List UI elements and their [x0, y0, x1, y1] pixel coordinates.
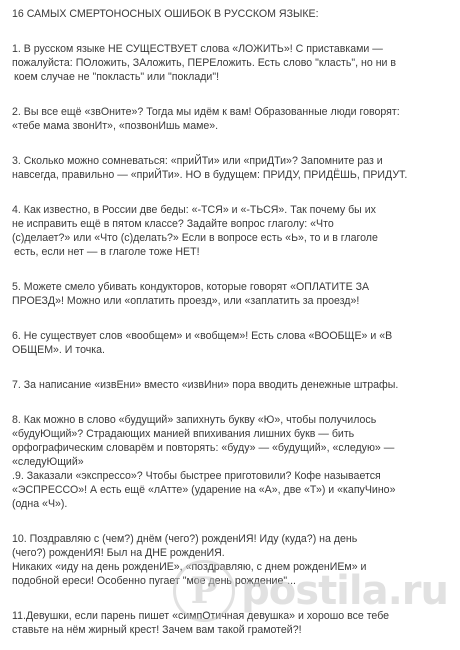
text-line: Никаких «иду на день рожденИЕ», «поздравляю, с днем рожденИЕм» и	[12, 561, 367, 573]
text-line: пожалуйста: ПОложить, ЗАложить, ПЕРЕложить. Есть слово "класть", но ни в	[12, 57, 397, 69]
text-line: ставьте на нём жирный крест! Зачем вам такой грамотей?!	[12, 624, 302, 636]
text-line: «следуЮщий»	[12, 456, 84, 468]
text-line: 5. Можете смело убивать кондукторов, которые говорят «ОПЛАТИТЕ ЗА	[12, 281, 370, 293]
text-line: подобной ереси! Особенно пугает "мое день рождение"...	[12, 575, 296, 587]
text-line: (с)делает?» или «Что (с)делать?» Если в вопросе есть «Ь», то и в глаголе	[12, 232, 378, 244]
text-line: навсегда, правильно — «приЙТи». НО в будущем: ПРИДУ, ПРИДЁШЬ, ПРИДУТ.	[12, 169, 408, 181]
page-title: 16 САМЫХ СМЕРТОНОСНЫХ ОШИБОК В РУССКОМ ЯЗЫКЕ:	[12, 8, 319, 20]
text-line: (одна «Ч»).	[12, 498, 68, 510]
text-line: есть, если нет — в глаголе тоже НЕТ!	[14, 246, 200, 258]
text-line: 3. Сколько можно сомневаться: «приЙТи» или «приДТи»? Запомните раз и	[12, 155, 383, 167]
text-line: 8. Как можно в слово «будущий» запихнуть букву «Ю», чтобы получилось	[12, 414, 377, 426]
text-line: 7. За написание «извЕни» вместо «извИни» пора вводить денежные штрафы.	[12, 379, 399, 391]
text-line: 4. Как известно, в России две беды: «-ТСЯ» и «-ТЬСЯ». Так почему бы их	[12, 204, 376, 216]
text-line: ОБЩЕМ». И точка.	[12, 344, 105, 356]
text-line: 10. Поздравляю с (чем?) днём (чего?) рожденИЯ! Иду (куда?) на день	[12, 533, 358, 545]
text-line: .9. Заказали «экспрессо»? Чтобы быстрее приготовили? Кофе называется	[12, 470, 381, 482]
text-line: «тебе мама звонИт», «позвонИшь маме».	[12, 120, 219, 132]
text-line: 11.Девушки, если парень пишет «симпОтичная девушка» и хорошо все тебе	[12, 610, 390, 622]
text-line: орфографическим словарём и повторять: «буду» — «будущий», «следую» —	[12, 442, 395, 454]
text-line: не исправить ещё в пятом классе? Задайте вопрос глаголу: «Что	[12, 218, 334, 230]
watermark-text: postila.ru	[241, 568, 448, 614]
text-line: 6. Не существует слов «вообщем» и «вобщем»! Есть слова «ВООБЩЕ» и «В	[12, 330, 393, 342]
text-line: «будуЮщий»? Страдающих манией впихивания лишних букв — бить	[12, 428, 355, 440]
text-line: (чего?) рожденИЯ! Был на ДНЕ рожденИЯ.	[12, 547, 225, 559]
text-line: «ЭСПРЕССО»! А есть ещё «лАтте» (ударение на «А», две «Т») и «капуЧино»	[12, 484, 396, 496]
text-line: ПРОЕЗД»! Можно или «оплатить проезд», или «заплатить за проезд»!	[12, 295, 360, 307]
text-line: коем случае не "покласть" или "поклади"!	[14, 71, 220, 83]
watermark-logo-icon: P	[173, 560, 235, 622]
text-line: 1. В русском языке НЕ СУЩЕСТВУЕТ слова «ЛОЖИТЬ»! С приставками —	[12, 43, 383, 55]
text-line: 2. Вы все ещё «звОните»? Тогда мы идём к вам! Образованные люди говорят:	[12, 106, 400, 118]
